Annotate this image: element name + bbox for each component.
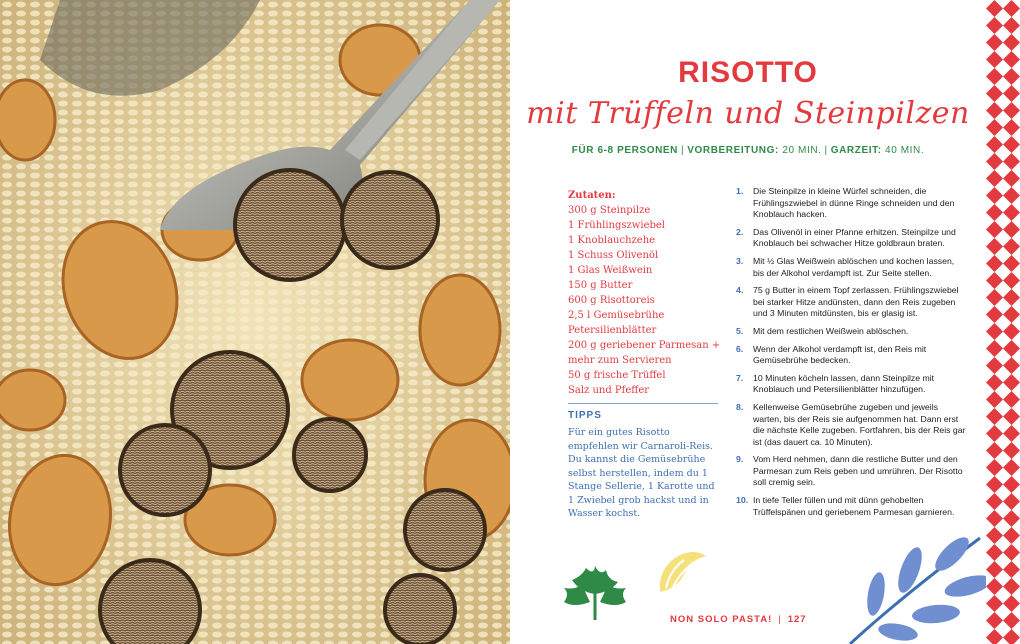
step-item: [736, 256, 966, 279]
step-text: Kellenweise Gemüsebrühe zugeben und jeweils warten, bis der Reis sie aufgenommen hat. Dann erst die nächste Kelle zugeben. Fortfahren, bis der Reis gar ist (das dauert ca. 10 Minuten).: [753, 401, 966, 447]
recipe-title: RISOTTO: [678, 56, 818, 89]
ingredient-item: 600 g Risottoreis: [568, 295, 655, 306]
tipps-text: Für ein gutes Risotto empfehlen wir Carnaroli-Reis. Du kannst die Gemüsebrühe selbst herstellen, indem du 1 Stange Sellerie, 1 Karotte und 1 Zwiebel grob hackst und in Wasser kochst.: [568, 427, 715, 519]
ingredient-item: 1 Knoblauchzehe: [568, 235, 656, 246]
ingredient-item: 150 g Butter: [568, 280, 633, 291]
step-text: Wenn der Alkohol verdampft ist, den Reis mit Gemüsebrühe bedecken.: [753, 343, 927, 366]
step-item: [736, 402, 966, 448]
footer-separator: |: [778, 614, 782, 625]
step-text: Das Olivenöl in einer Pfanne erhitzen. Steinpilze und Knoblauch bei schwacher Hitze goldbraun braten.: [753, 226, 956, 249]
step-number: 2.: [736, 226, 744, 237]
footer-section: NON SOLO PASTA!: [670, 614, 773, 625]
recipe-subtitle: mit Trüffeln und Steinpilzen: [526, 96, 970, 131]
ingredient-item: 1 Frühlingszwiebel: [568, 220, 665, 231]
recipe-page: [510, 0, 1020, 644]
step-number: 7.: [736, 372, 744, 383]
step-number: 6.: [736, 343, 744, 354]
step-text: Die Steinpilze in kleine Würfel schneiden, die Frühlingszwiebel in dünne Ringe schneiden und den Knoblauch hacken.: [753, 186, 955, 220]
step-item: [736, 344, 966, 367]
ingredients-list: [568, 188, 728, 398]
servings: FÜR 6-8 PERSONEN: [571, 145, 679, 156]
step-item: [736, 227, 966, 250]
ingredient-item: 1 Glas Weißwein: [568, 265, 653, 276]
ingredient-item: 200 g geriebener Parmesan + mehr zum Servieren: [568, 340, 721, 366]
ingredients-heading: Zutaten:: [568, 190, 616, 201]
page-footer: [670, 614, 807, 625]
step-item: [736, 495, 966, 518]
step-number: 10.: [736, 495, 749, 506]
step-number: 5.: [736, 325, 744, 336]
step-item: [736, 373, 966, 396]
parmesan-shaving-icon: [654, 548, 710, 602]
instruction-steps: [736, 186, 966, 524]
cook-label: GARZEIT:: [830, 145, 882, 156]
step-number: 3.: [736, 255, 744, 266]
ingredient-item: 300 g Steinpilze: [568, 205, 651, 216]
step-number: 9.: [736, 454, 744, 465]
step-text: 10 Minuten köcheln lassen, dann Steinpilze mit Knoblauch und Petersilienblätter hinzufügen.: [753, 372, 935, 395]
step-item: [736, 326, 966, 338]
step-number: 1.: [736, 186, 744, 196]
step-item: [736, 285, 966, 320]
prep-label: VORBEREITUNG:: [687, 145, 779, 156]
checkered-border: [986, 0, 1020, 644]
step-text: 75 g Butter in einem Topf zerlassen. Frühlingszwiebel bei starker Hitze andünsten, dann den Reis zugeben und 3 Minuten mitdünsten, bis er glasig ist.: [753, 285, 959, 319]
prep-value: 20 MIN.: [782, 145, 822, 156]
step-number: 8.: [736, 401, 744, 412]
step-text: Mit dem restlichen Weißwein ablöschen.: [753, 325, 909, 336]
ingredient-item: 50 g frische Trüffel: [568, 370, 666, 381]
ingredient-item: 2,5 l Gemüsebrühe: [568, 310, 665, 321]
ingredient-item: 1 Schuss Olivenöl: [568, 250, 659, 261]
step-text: Mit ½ Glas Weißwein ablöschen und kochen lassen, bis der Alkohol verdampft ist. Zur Seite stellen.: [753, 255, 955, 278]
step-item: [736, 186, 966, 221]
page-number: 127: [787, 614, 807, 625]
tipps-divider: [568, 403, 718, 404]
parsley-icon: [560, 562, 630, 622]
step-text: In tiefe Teller füllen und mit dünn gehobelten Trüffelspänen und geriebenem Parmesan garnieren.: [753, 495, 955, 517]
step-text: Vom Herd nehmen, dann die restliche Butter und den Parmesan zum Reis geben und umrühren. Der Risotto soll cremig sein.: [753, 454, 963, 488]
ingredient-item: Salz und Pfeffer: [568, 385, 650, 396]
recipe-meta: FÜR 6-8 PERSONEN | VORBEREITUNG: 20 MIN. | GARZEIT: 40 MIN.: [571, 145, 925, 156]
sage-branch-icon: [840, 528, 986, 644]
ingredient-item: Petersilienblätter: [568, 325, 657, 336]
tipps-title: TIPPS: [568, 410, 602, 421]
step-number: 4.: [736, 285, 744, 296]
cook-value: 40 MIN.: [885, 145, 925, 156]
step-item: [736, 454, 966, 489]
